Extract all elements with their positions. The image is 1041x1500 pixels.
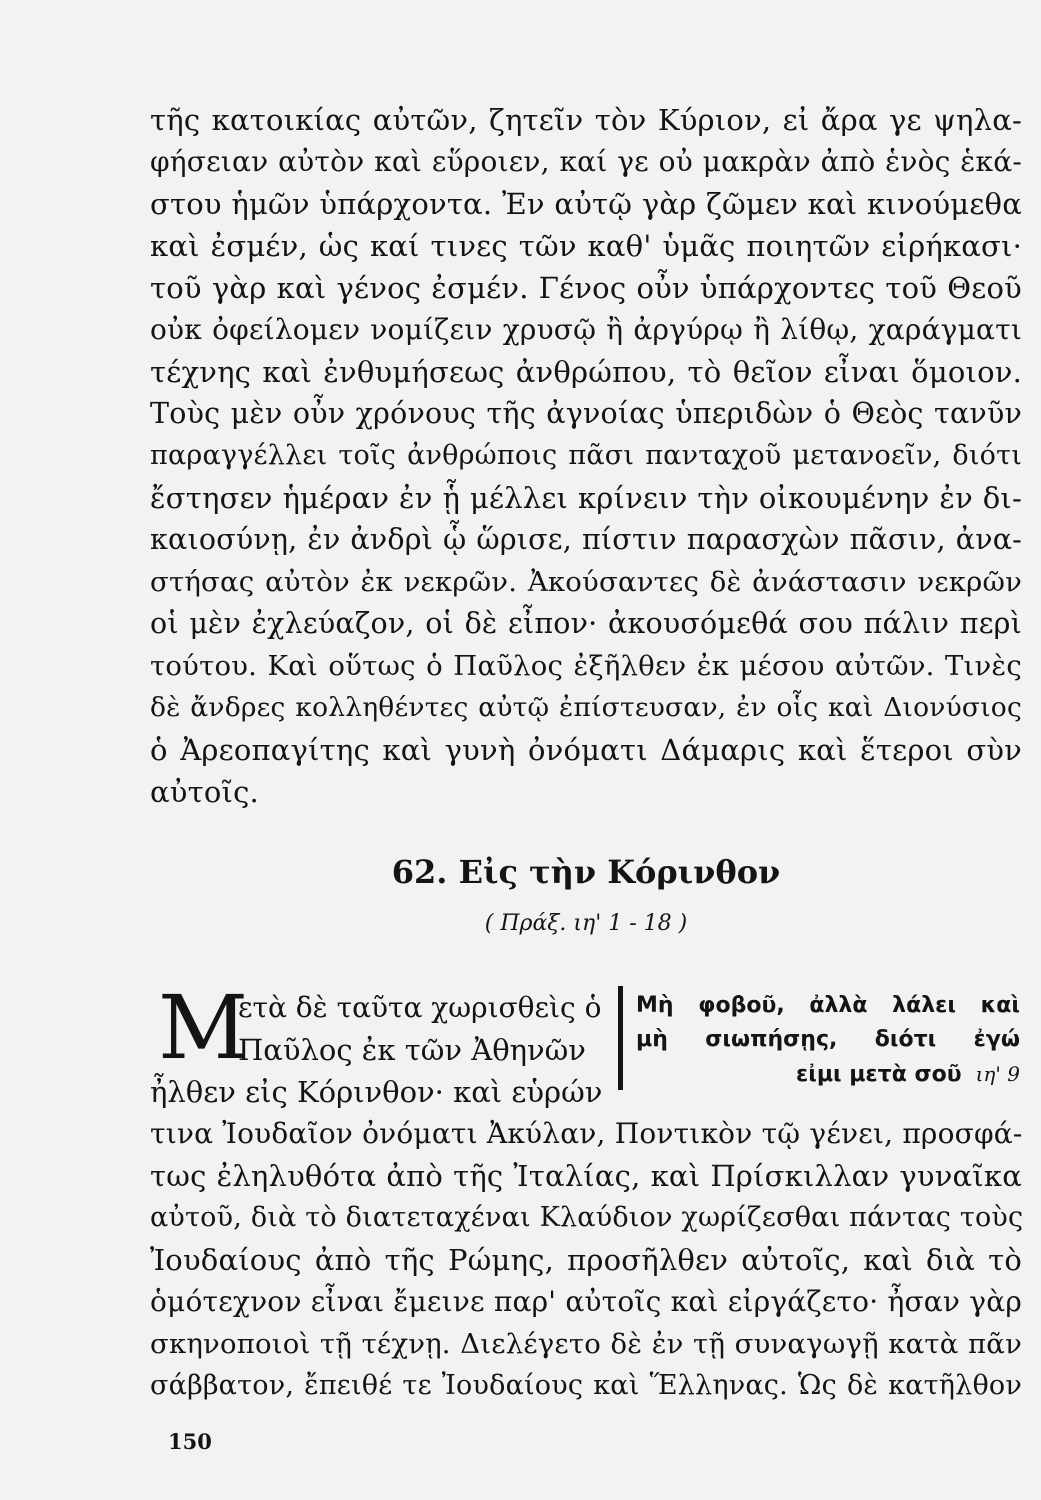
text-line: αὐτοῖς. bbox=[150, 775, 259, 809]
intro-line: ετὰ δὲ ταῦτα χωρισθεὶς ὁ bbox=[238, 991, 602, 1024]
text-line: στου ἡμῶν ὑπάρχοντα. Ἐν αὐτῷ γὰρ ζῶμεν καὶ κινούμεθα bbox=[150, 187, 1022, 221]
text-line: ὁμότεχνον εἶναι ἔμεινε παρ' αὐτοῖς καὶ εἰργάζετο· ἦσαν γὰρ bbox=[150, 1285, 1022, 1318]
text-line: στήσας αὐτὸν ἐκ νεκρῶν. Ἀκούσαντες δὲ ἀνάστασιν νεκρῶν bbox=[150, 566, 1022, 598]
intro-line: ἦλθεν εἰς Κόρινθον· καὶ εὑρών bbox=[150, 1075, 603, 1109]
quote-line: Μὴ φοβοῦ, ἀλλὰ λάλει καὶ bbox=[636, 993, 1020, 1018]
page-number: 150 bbox=[168, 1429, 212, 1454]
text-line: καιοσύνῃ, ἐν ἀνδρὶ ᾧ ὥρισε, πίστιν παρασχὼν πᾶσιν, ἀνα- bbox=[150, 523, 1022, 556]
text-line: παραγγέλλει τοῖς ἀνθρώποις πᾶσι πανταχοῦ μετανοεῖν, διότι bbox=[150, 440, 1022, 471]
text-line: τῆς κατοικίας αὐτῶν, ζητεῖν τὸν Κύριον, εἰ ἄρα γε ψηλα- bbox=[150, 103, 1022, 137]
text-line: αὐτοῦ, διὰ τὸ διατεταχέναι Κλαύδιον χωρίζεσθαι πάντας τοὺς bbox=[150, 1202, 1024, 1233]
text-line: τέχνης καὶ ἐνθυμήσεως ἀνθρώπου, τὸ θεῖον εἶναι ὅμοιον. bbox=[150, 355, 1022, 389]
text-line: οἱ μὲν ἐχλεύαζον, οἱ δὲ εἶπον· ἀκουσόμεθά σου πάλιν περὶ bbox=[150, 607, 1022, 640]
text-line: Τοὺς μὲν οὖν χρόνους τῆς ἀγνοίας ὑπεριδὼν ὁ Θεὸς τανῦν bbox=[150, 397, 1022, 430]
quote-text: εἰμι μετὰ σοῦ bbox=[796, 1062, 962, 1087]
intro-line: Παῦλος ἐκ τῶν Ἀθηνῶν bbox=[238, 1033, 586, 1067]
text-line: φήσειαν αὐτὸν καὶ εὕροιεν, καί γε οὐ μακρὰν ἀπὸ ἑνὸς ἑκά- bbox=[150, 145, 1022, 178]
text-line: τούτου. Καὶ οὕτως ὁ Παῦλος ἐξῆλθεν ἐκ μέσου αὐτῶν. Τινὲς bbox=[150, 650, 1022, 682]
text-line: ὁ Ἀρεοπαγίτης καὶ γυνὴ ὀνόματι Δάμαρις καὶ ἕτεροι σὺν bbox=[150, 733, 1022, 767]
quote-line: μὴ σιωπήσῃς, διότι ἐγώ bbox=[636, 1027, 1020, 1052]
text-line: δὲ ἄνδρες κολληθέντες αὐτῷ ἐπίστευσαν, ἐν οἷς καὶ Διονύσιος bbox=[150, 692, 1022, 723]
text-line: τοῦ γὰρ καὶ γένος ἐσμέν. Γένος οὖν ὑπάρχοντες τοῦ Θεοῦ bbox=[150, 271, 1022, 305]
text-line: καὶ ἐσμέν, ὡς καί τινες τῶν καθ' ὑμᾶς ποιητῶν εἰρήκασι· bbox=[150, 229, 1022, 263]
quote-line-last bbox=[636, 1058, 1020, 1091]
text-line: ἔστησεν ἡμέραν ἐν ᾗ μέλλει κρίνειν τὴν οἰκουμένην ἐν δι- bbox=[150, 481, 1022, 515]
text-line: σάββατον, ἔπειθέ τε Ἰουδαίους καὶ Ἕλληνας. Ὡς δὲ κατῆλθον bbox=[150, 1370, 1022, 1401]
text-line: Ἰουδαίους ἀπὸ τῆς Ρώμης, προσῆλθεν αὐτοῖς, καὶ διὰ τὸ bbox=[150, 1243, 1022, 1277]
chapter-title: 62. Εἰς τὴν Κόρινθον bbox=[391, 853, 781, 891]
quote-divider bbox=[618, 986, 623, 1090]
text-line: τως ἐληλυθότα ἀπὸ τῆς Ἰταλίας, καὶ Πρίσκιλλαν γυναῖκα bbox=[150, 1159, 1022, 1193]
chapter-reference: ( Πράξ. ιη' 1 - 18 ) bbox=[484, 911, 688, 936]
text-line: οὐκ ὀφείλομεν νομίζειν χρυσῷ ἢ ἀργύρῳ ἢ λίθῳ, χαράγματι bbox=[150, 313, 1022, 346]
text-line: τινα Ἰουδαῖον ὀνόματι Ἀκύλαν, Ποντικὸν τῷ γένει, προσφά- bbox=[150, 1117, 1023, 1150]
quote-reference: ιη' 9 bbox=[975, 1062, 1020, 1086]
drop-cap: Μ bbox=[158, 976, 249, 1079]
text-line: σκηνοποιοὶ τῇ τέχνῃ. Διελέγετο δὲ ἐν τῇ συναγωγῇ κατὰ πᾶν bbox=[150, 1328, 1022, 1360]
